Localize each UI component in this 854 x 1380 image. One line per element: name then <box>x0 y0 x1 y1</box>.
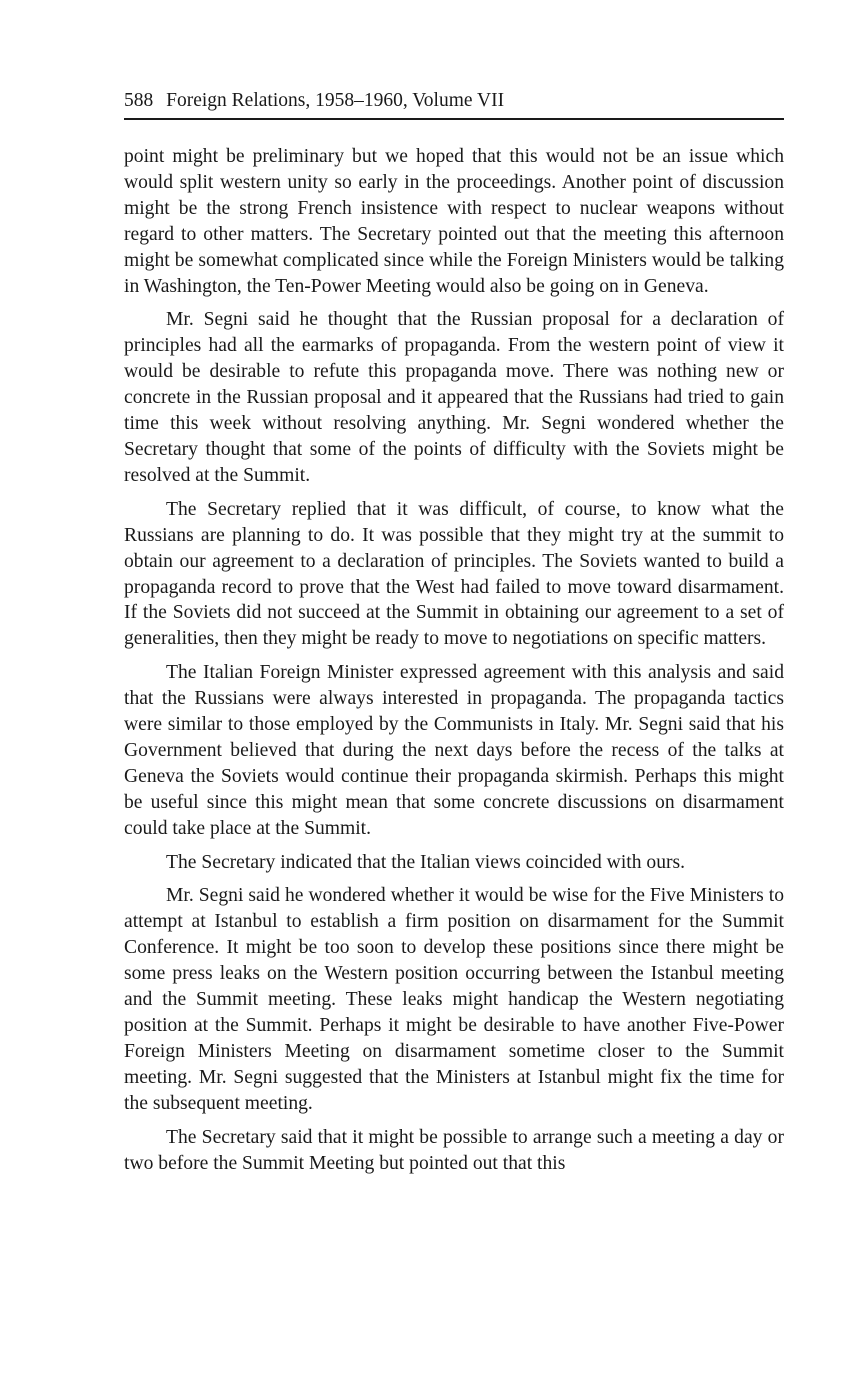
paragraph-continuation: point might be preliminary but we hoped that this would not be an issue which would split western unity so early in the proceedings. Another point of discussion might be the strong French insistence with respect to nuclear weapons without regard to other matters. The Secretary pointed out that the meeting this afternoon might be somewhat complicated since while the Foreign Ministers would be talking in Washington, the Ten-Power Meeting would also be going on in Geneva. <box>124 146 784 297</box>
paragraph: The Secretary indicated that the Italian views coincided with ours. <box>166 851 686 873</box>
running-head <box>124 88 784 120</box>
body-text <box>124 144 784 1176</box>
paragraph: Mr. Segni said he thought that the Russian proposal for a declaration of principles had all the earmarks of propaganda. From the western point of view it would be desirable to refute this propaganda move. There was nothing new or concrete in the Russian proposal and it appeared that the Russians had tried to gain time this week without resolving anything. Mr. Segni wondered whether the Secretary thought that some of the points of difficulty with the Soviets might be resolved at the Summit. <box>124 309 784 486</box>
paragraph: The Secretary replied that it was difficult, of course, to know what the Russians are planning to do. It was possible that they might try at the summit to obtain our agreement to a declaration of principles. The Soviets wanted to build a propaganda record to prove that the West had failed to move toward disarmament. If the Soviets did not succeed at the Summit in obtaining our agreement to a set of generalities, then they might be ready to move to negotiations on specific matters. <box>124 498 784 650</box>
paragraph: The Italian Foreign Minister expressed agreement with this analysis and said that the Russians were always interested in propaganda. The propaganda tactics were similar to those employed by the Communists in Italy. Mr. Segni said that his Government believed that during the next days before the recess of the talks at Geneva the Soviets would continue their propaganda skirmish. Perhaps this might be useful since this might mean that some concrete discussions on disarmament could take place at the Summit. <box>124 662 784 839</box>
publication-title: Foreign Relations, 1958–1960, Volume VII <box>166 90 505 111</box>
paragraph: Mr. Segni said he wondered whether it would be wise for the Five Ministers to attempt at Istanbul to establish a firm position on disarmament for the Summit Conference. It might be too soon to develop these positions since there might be some press leaks on the Western position occurring between the Istanbul meeting and the Summit meeting. These leaks might handicap the Western negotiating position at the Summit. Perhaps it might be desirable to have another Five-Power Foreign Ministers Meeting on disarmament sometime closer to the Summit meeting. Mr. Segni suggested that the Ministers at Istanbul might fix the time for the subsequent meeting. <box>124 885 784 1114</box>
paragraph: The Secretary said that it might be possible to arrange such a meeting a day or two before the Summit Meeting but pointed out that this <box>124 1126 784 1174</box>
document-page <box>124 88 784 1184</box>
page-number: 588 <box>124 90 154 111</box>
